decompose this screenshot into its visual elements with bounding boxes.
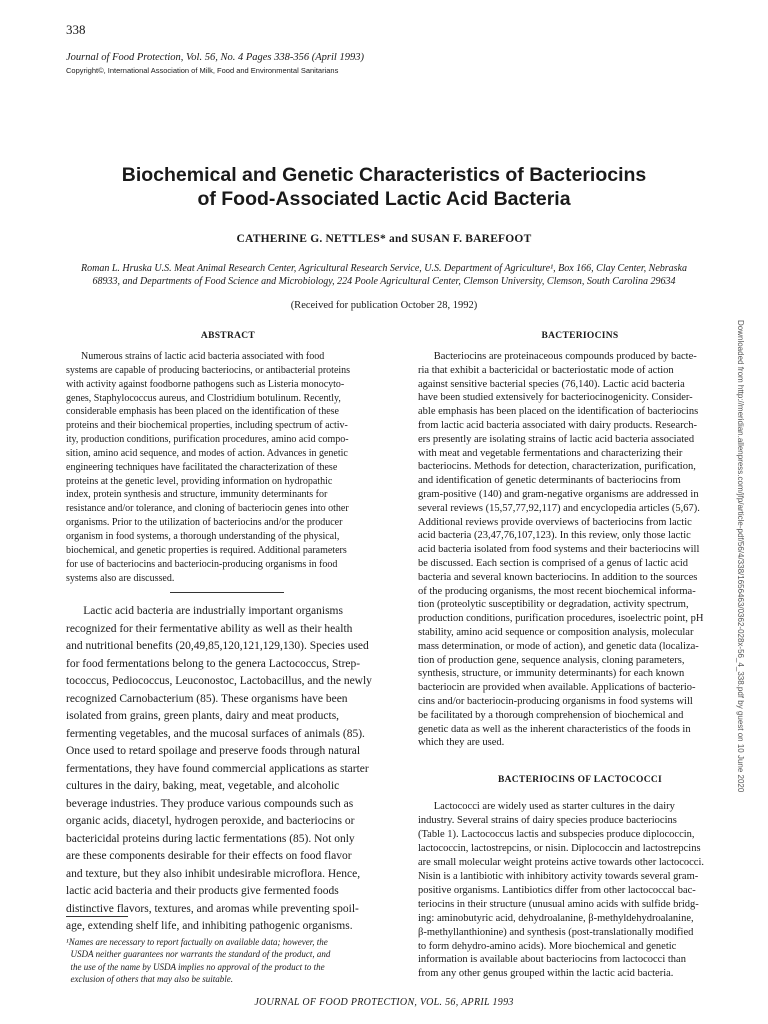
text-line: able emphasis has been placed on the identification of bacteriocins (418, 406, 699, 418)
abstract-text (66, 350, 390, 585)
text-line: industry. Several strains of dairy species produce bacteriocins (418, 814, 677, 826)
abstract-heading: ABSTRACT (200, 331, 256, 341)
text-line: fermenting vegetables, and the mucosal surfaces of animals (85). (66, 727, 365, 740)
text-line: genes, Staphylococcus aureus, and Clostridium botulinum. Recently, (66, 392, 341, 404)
text-line: gram-positive (140) and gram-negative organisms are addressed in (418, 488, 699, 500)
text-line: isolated from grains, green plants, dairy and meat products, (66, 710, 340, 722)
text-line: from any other genus grouped within the lactic acid bacteria. (418, 968, 674, 980)
bacteriocins-text (418, 350, 742, 750)
text-line: acid bacteria isolated from food systems and their bacteriocins will (418, 544, 700, 556)
text-line: cultures in the dairy, baking, meat, vegetable, and alcoholic (66, 780, 340, 792)
text-line: ¹Names are necessary to report factually on available data; however, the (66, 937, 328, 947)
text-line: against sensitive bacterial species (76,140). Lactic acid bacteria (418, 378, 685, 390)
text-line: Lactic acid bacteria are industrially important organisms (66, 605, 343, 617)
title-line-1: Biochemical and Genetic Characteristics of Bacteriocins (121, 164, 647, 186)
text-line: for use of bacteriocins and bacteriocin-producing organisms in food (66, 558, 338, 570)
text-line: fermentations, they have found commercial applications as starter (66, 762, 369, 775)
text-line: Once used to retard spoilage and preserve foods through natural (66, 745, 361, 757)
text-line: systems are capable of producing bacteriocins, or antibacterial proteins (66, 364, 351, 376)
affiliation-line: Roman L. Hruska U.S. Meat Animal Research Center, Agricultural Research Service, U.S. Department of Agriculture¹, Box 166, Clay Center, Nebraska (81, 263, 687, 274)
text-line: β-methyllanthionine) and synthesis (post-translationally modified (418, 926, 694, 938)
text-line: systems also are discussed. (66, 572, 175, 584)
text-line: positive organisms. Lantibiotics differ from other lactococcal bac- (418, 884, 696, 896)
text-line: ers presently are isolating strains of lactic acid bacteria associated (418, 433, 695, 445)
text-line: Bacteriocins are proteinaceous compounds produced by bacte- (418, 351, 697, 362)
text-line: mass determination, or mode of action), and genetic data (localiza- (418, 640, 699, 652)
text-line: be facilitated by a thorough comprehension of biochemical and (418, 709, 684, 721)
text-line: exclusion of others that may also be suitable. (66, 974, 233, 985)
text-line: lactococcin, lactostrepcins, or nisin. Diplococcin and lactostrepcins (418, 842, 701, 854)
text-line: stability, amino acid sequence or composition analysis, molecular (418, 626, 694, 638)
download-watermark: Downloaded from http://meridian.allenpress.com/jfp/article-pdf/56/4/338/1656463/0362-028x-56_4_338.pdf by guest on 10 June 2020 (736, 320, 745, 793)
text-line: organism in food systems, a thorough understanding of the physical, (66, 530, 340, 542)
text-line: for food fermentations belong to the genera Lactococcus, Strep- (66, 657, 361, 670)
text-line: and nutritional benefits (20,49,85,120,121,129,130). Species used (66, 640, 369, 652)
text-line: proteins at the genetic level, providing information on hydropathic (66, 475, 333, 487)
text-line: be discussed. Each section is comprised of a genus of lactic acid (418, 557, 688, 569)
text-line: are small molecular weight proteins active towards other lactococci. (418, 856, 705, 868)
text-line: bacteria and several known bacteriocins. In addition to the sources (418, 571, 698, 583)
text-line: to form dehydro-amino acids). More biochemical and genetic (418, 940, 677, 952)
text-line: distinctive flavors, textures, and aromas while preventing spoil- (66, 902, 359, 915)
lactococci-text (418, 800, 742, 981)
author-list: CATHERINE G. NETTLES* and SUSAN F. BAREFOOT (236, 233, 532, 245)
text-line: ria that exhibit a bactericidal or bacteriostatic mode of action (418, 364, 674, 376)
text-line: which they are used. (418, 737, 505, 749)
text-line: of the producing organisms, the most recent biochemical informa- (418, 585, 696, 597)
text-line: resistance and/or tolerance, and cloning of bacteriocin genes into other (66, 503, 349, 515)
text-line: considerable emphasis has been placed on the identification of these (66, 406, 339, 418)
text-line: organisms. Prior to the utilization of bacteriocins and/or the producer (66, 517, 343, 529)
text-line: have been studied extensively for bacteriocinogenicity. Consider- (418, 392, 693, 404)
text-line: bacteriocins. Methods for detection, characterization, purification, (418, 461, 696, 473)
text-line: are these components desirable for their effects on food flavor (66, 850, 352, 862)
text-line: ity, production conditions, purification procedures, amino acid compo- (66, 434, 349, 446)
journal-citation: Journal of Food Protection, Vol. 56, No. 4 Pages 338-356 (April 1993) (66, 52, 364, 63)
text-line: organic acids, diacetyl, hydrogen peroxide, and bacteriocins or (66, 815, 355, 827)
text-line: tion (proteolytic susceptibility or degradation, activity spectrum, (418, 599, 689, 611)
text-line: and identification of genetic determinants of bacteriocins from (418, 475, 681, 487)
text-line: bacteriocin are provided when available. Applications of bacterio- (418, 682, 696, 694)
text-line: several reviews (15,57,77,92,117) and encyclopedia articles (5,67). (418, 502, 700, 514)
text-line: production conditions, purification procedures, isoelectric point, pH (418, 613, 704, 625)
introduction-text (66, 603, 390, 936)
copyright-line: Copyright©, International Association of Milk, Food and Environmental Sanitarians (66, 66, 339, 75)
text-line: Lactococci are widely used as starter cultures in the dairy (418, 801, 675, 812)
text-line: Additional reviews provide overviews of bacteriocins from lactic (418, 516, 692, 528)
text-line: acid bacteria (23,47,76,107,123). In this review, only those lactic (418, 530, 691, 542)
text-line: proteins and their biochemical properties, including spectrum of activ- (66, 420, 348, 432)
text-line: the use of the name by USDA implies no approval of the product to the (66, 961, 325, 972)
text-line: tion of production gene, sequence analysis, cloning parameters, (418, 654, 685, 666)
section-divider (170, 592, 284, 593)
text-line: index, protein synthesis and structure, immunity determinants for (66, 489, 328, 501)
text-line: age, extending shelf life, and inhibiting pathogenic organisms. (66, 920, 353, 932)
lactococci-heading: BACTERIOCINS OF LACTOCOCCI (497, 775, 663, 785)
text-line: tococcus, Pediococcus, Leuconostoc, Lactobacillus, and the newly (66, 675, 372, 687)
title-line-2: of Food-Associated Lactic Acid Bacteria (197, 188, 571, 210)
text-line: USDA neither guarantees nor warrants the standard of the product, and (66, 949, 331, 960)
article-title (40, 163, 728, 211)
text-line: Nisin is a lantibiotic with inhibitory activity towards several gram- (418, 870, 699, 882)
text-line: information is available about bacteriocins from lactococci than (418, 954, 686, 966)
text-line: sition, amino acid sequence, and modes of action. Advances in genetic (66, 447, 348, 459)
text-line: Numerous strains of lactic acid bacteria associated with food (66, 351, 325, 362)
text-line: and texture, but they also inhibit undesirable microflora. Hence, (66, 867, 361, 880)
text-line: engineering techniques have facilitated the characterization of these (66, 461, 338, 473)
bacteriocins-heading: BACTERIOCINS (541, 331, 619, 341)
text-line: synthesis, structure, or immunity determinants) for each known (418, 668, 685, 680)
text-line: recognized Carnobacterium (85). These organisms have been (66, 692, 348, 705)
text-line: bactericidal proteins during lactic fermentations (85). Not only (66, 832, 355, 845)
page-footer: JOURNAL OF FOOD PROTECTION, VOL. 56, APRIL 1993 (254, 997, 514, 1008)
page-number: 338 (66, 22, 86, 37)
text-line: ing: aminobutyric acid, dehydroalanine, β-methyldehydroalanine, (418, 912, 694, 924)
text-line: with meat and vegetable fermentations and characterizing their (418, 447, 683, 459)
text-line: genetic data as well as the inherent characteristics of the foods in (418, 723, 691, 735)
text-line: (Table 1). Lactococcus lactis and subspecies produce diplococcin, (418, 828, 695, 840)
affiliation (60, 262, 708, 288)
text-line: teriocins in their structure (unusual amino acids with sulfide bridg- (418, 898, 699, 910)
received-date: (Received for publication October 28, 1992) (290, 300, 478, 311)
text-line: with activity against foodborne pathogens such as Listeria monocyto- (66, 378, 345, 390)
text-line: beverage industries. They produce various compounds such as (66, 797, 354, 810)
text-line: from lactic acid bacteria associated with dairy products. Research- (418, 419, 698, 431)
text-line: biochemical, and genetic properties is required. Additional parameters (66, 544, 347, 556)
footnote-divider (66, 916, 128, 917)
text-line: recognized for their fermentative ability as well as their health (66, 622, 353, 635)
affiliation-line: 68933, and Departments of Food Science and Microbiology, 224 Poole Agricultural Center, Clemson University, Clemson, South Carolina 29634 (92, 276, 676, 287)
text-line: cins and/or bacteriocin-producing organisms in food systems will (418, 695, 693, 707)
text-line: lactic acid bacteria and their products give fermented foods (66, 885, 339, 897)
footnote (66, 936, 390, 986)
